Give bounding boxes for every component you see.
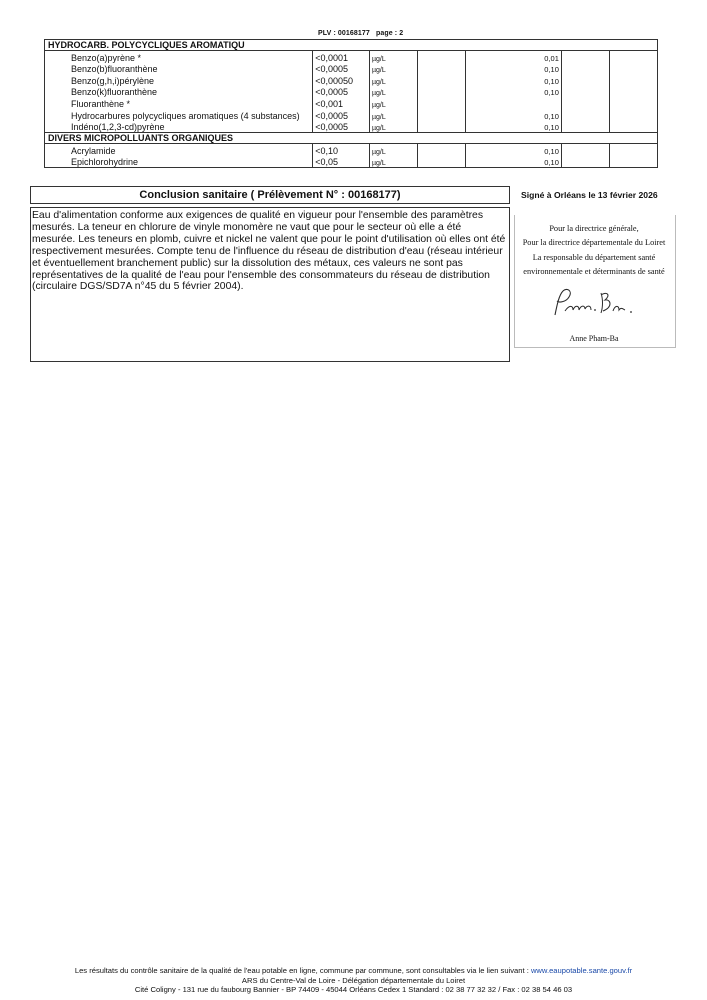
param-unit: µg/L xyxy=(370,121,418,133)
param-value: <0,0005 xyxy=(313,109,370,121)
param-unit: µg/L xyxy=(370,144,418,156)
param-name: Benzo(g,h,i)pérylène xyxy=(45,74,313,86)
param-unit: µg/L xyxy=(370,86,418,98)
section-title: DIVERS MICROPOLLUANTS ORGANIQUES xyxy=(45,133,658,144)
param-name: Hydrocarbures polycycliques aromatiques (4 substances) xyxy=(45,109,313,121)
table-row xyxy=(45,63,658,75)
table-row xyxy=(45,121,658,133)
param-limit: 0,10 xyxy=(466,156,562,168)
table-row xyxy=(45,144,658,156)
handwritten-signature xyxy=(549,285,639,325)
plv-number: PLV : 00168177 xyxy=(318,30,370,37)
param-unit: µg/L xyxy=(370,63,418,75)
param-name: Acrylamide xyxy=(45,144,313,156)
empty-cell xyxy=(418,144,466,156)
param-limit xyxy=(466,97,562,109)
param-value: <0,0005 xyxy=(313,86,370,98)
empty-cell xyxy=(418,51,466,63)
empty-cell xyxy=(418,74,466,86)
empty-cell xyxy=(609,109,657,121)
signature-block xyxy=(516,222,672,279)
empty-cell xyxy=(418,121,466,133)
param-name: Benzo(a)pyrène * xyxy=(45,51,313,63)
signature-line: environnementale et déterminants de santé xyxy=(523,266,665,276)
table-row xyxy=(45,86,658,98)
footer-link[interactable]: www.eaupotable.sante.gouv.fr xyxy=(530,966,633,975)
param-unit: µg/L xyxy=(370,97,418,109)
page-header xyxy=(318,30,403,37)
conclusion-title: Conclusion sanitaire ( Prélèvement N° : 00168177) xyxy=(30,186,510,204)
empty-cell xyxy=(418,109,466,121)
section-header-hap xyxy=(45,40,658,51)
param-limit: 0,10 xyxy=(466,63,562,75)
param-limit: 0,10 xyxy=(466,109,562,121)
results-table xyxy=(44,39,658,168)
footer-text: Les résultats du contrôle sanitaire de la qualité de l'eau potable en ligne, commune par commune, sont consultables via le lien suivant : xyxy=(74,966,531,975)
param-value: <0,0005 xyxy=(313,121,370,133)
param-limit: 0,10 xyxy=(466,144,562,156)
signature-line: Pour la directrice départementale du Loiret xyxy=(522,238,666,248)
empty-cell xyxy=(609,63,657,75)
table-row xyxy=(45,156,658,168)
empty-cell xyxy=(609,74,657,86)
empty-cell xyxy=(609,156,657,168)
empty-cell xyxy=(561,51,609,63)
empty-cell xyxy=(609,86,657,98)
param-name: Indéno(1,2,3-cd)pyrène xyxy=(45,121,313,133)
param-name: Benzo(b)fluoranthène xyxy=(45,63,313,75)
empty-cell xyxy=(561,63,609,75)
param-value: <0,00050 xyxy=(313,74,370,86)
empty-cell xyxy=(418,97,466,109)
empty-cell xyxy=(561,109,609,121)
param-limit: 0,01 xyxy=(466,51,562,63)
conclusion-text: Eau d'alimentation conforme aux exigences de qualité en vigueur pour l'ensemble des paramètres mesurés. La teneur en chlorure de vinyle monomère ne vaut que pour le secteur où elle a été mesurée. Les teneurs en plomb, cuivre et nickel ne valent que pour le point d'utilisation où elles ont été respectivement mesurées. Compte tenu de l'influence du réseau de distribution d'eau (réseau intérieur et éventuellement branchement public) sur la dissolution des métaux, ces valeurs ne sont pas représentatives de la qualité de l'eau pour l'ensemble des consommateurs du réseau de distribution (circulaire DGS/SD7A n°45 du 5 février 2004). xyxy=(32,210,506,293)
param-unit: µg/L xyxy=(370,156,418,168)
empty-cell xyxy=(609,121,657,133)
empty-cell xyxy=(418,86,466,98)
empty-cell xyxy=(561,121,609,133)
empty-cell xyxy=(609,51,657,63)
param-value: <0,0001 xyxy=(313,51,370,63)
table-row xyxy=(45,51,658,63)
param-limit: 0,10 xyxy=(466,74,562,86)
signed-date: Signé à Orléans le 13 février 2026 xyxy=(521,190,658,200)
section-title: HYDROCARB. POLYCYCLIQUES AROMATIQU xyxy=(45,40,658,51)
empty-cell xyxy=(609,97,657,109)
page-number: page : 2 xyxy=(376,30,404,37)
param-limit: 0,10 xyxy=(466,121,562,133)
footer-line-1 xyxy=(0,966,707,975)
signature-line: Pour la directrice générale, xyxy=(549,224,639,233)
signature-line: La responsable du département santé xyxy=(532,252,656,262)
empty-cell xyxy=(418,156,466,168)
param-limit: 0,10 xyxy=(466,86,562,98)
param-value: <0,0005 xyxy=(313,63,370,75)
empty-cell xyxy=(609,144,657,156)
param-unit: µg/L xyxy=(370,74,418,86)
signatory-name: Anne Pham-Ba xyxy=(569,334,619,343)
param-unit: µg/L xyxy=(370,109,418,121)
param-name: Fluoranthène * xyxy=(45,97,313,109)
param-value: <0,05 xyxy=(313,156,370,168)
param-value: <0,001 xyxy=(313,97,370,109)
param-value: <0,10 xyxy=(313,144,370,156)
param-unit: µg/L xyxy=(370,51,418,63)
empty-cell xyxy=(418,63,466,75)
empty-cell xyxy=(561,74,609,86)
footer-line-3: Cité Coligny - 131 rue du faubourg Bannier - BP 74409 - 45044 Orléans Cedex 1 Standard : 02 38 77 32 32 / Fax : 02 38 54 46 03 xyxy=(134,985,573,994)
empty-cell xyxy=(561,86,609,98)
table-row xyxy=(45,109,658,121)
footer-line-2: ARS du Centre-Val de Loire - Délégation départementale du Loiret xyxy=(241,976,466,985)
empty-cell xyxy=(561,144,609,156)
table-row xyxy=(45,97,658,109)
empty-cell xyxy=(561,97,609,109)
table-row xyxy=(45,74,658,86)
section-header-micropolluants xyxy=(45,133,658,144)
param-name: Epichlorohydrine xyxy=(45,156,313,168)
param-name: Benzo(k)fluoranthène xyxy=(45,86,313,98)
empty-cell xyxy=(561,156,609,168)
